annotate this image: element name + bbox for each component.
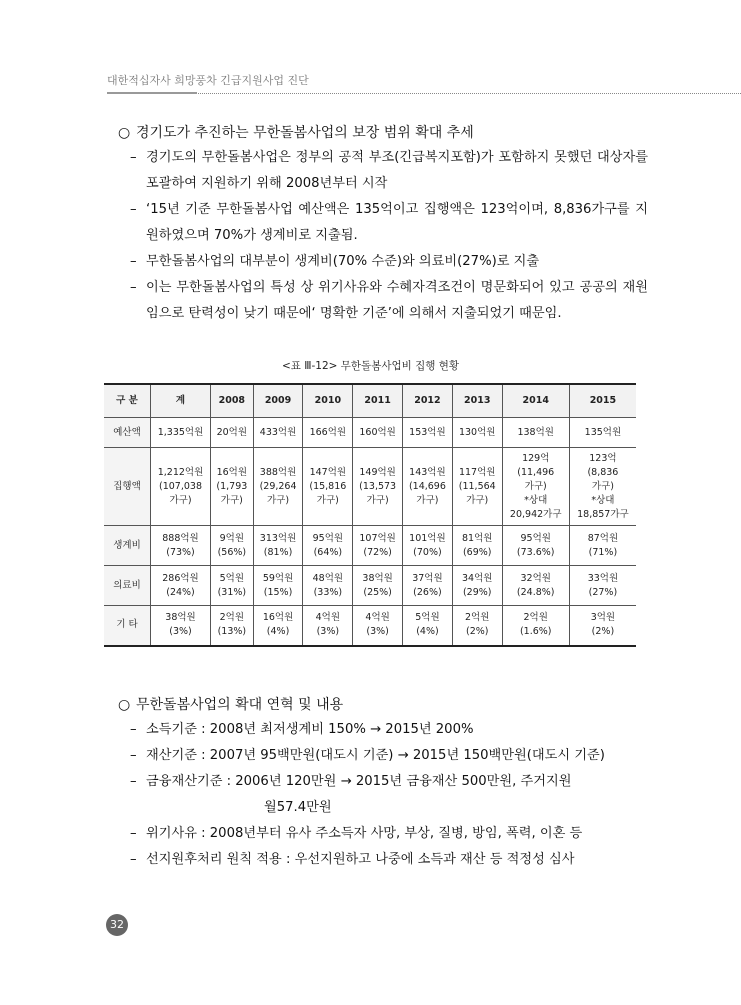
dash-bullet-icon: –	[130, 202, 137, 217]
cell-line: 가구)	[366, 494, 389, 506]
column-header: 2012	[403, 384, 453, 418]
table-row	[104, 448, 636, 526]
cell-line: 18,857가구	[577, 508, 629, 520]
cell-line: (71%)	[588, 546, 618, 558]
cell-line: 37억원	[412, 572, 443, 584]
cell-line: (31%)	[217, 586, 247, 598]
cell-line: 147억원	[309, 466, 347, 478]
header-rule	[107, 93, 741, 94]
cell-line: 95억원	[312, 532, 344, 544]
table-row	[104, 526, 636, 566]
table-cell	[353, 566, 403, 606]
cell-line: (3%)	[169, 626, 192, 638]
cell-line: (24%)	[166, 586, 195, 598]
table-cell	[353, 448, 403, 526]
page-number: 32	[106, 914, 128, 936]
column-header: 구 분	[104, 384, 151, 418]
cell-line: (4%)	[416, 626, 439, 638]
cell-line: 123억	[589, 452, 617, 464]
list-item: – 소득기준 : 2008년 최저생계비 150% → 2015년 200%	[118, 717, 648, 743]
list-item: – 이는 무한돌봄사업의 특성 상 위기사유와 수혜자격조건이 명문화되어 있고 공공의 재원임으로 탄력성이 낮기 때문에‘ 명확한 기준’에 의해서 지출되었기 때문임.	[118, 275, 648, 327]
table-cell	[502, 606, 569, 646]
cell-line: (3%)	[316, 626, 340, 638]
list-item: – 위기사유 : 2008년부터 유사 주소득자 사망, 부상, 질병, 방임, 폭력, 이혼 등	[118, 821, 648, 847]
cell-line: 129억	[522, 452, 550, 464]
cell-line: (70%)	[413, 546, 442, 558]
list-item: – 선지원후처리 원칙 적용 : 우선지원하고 나중에 소득과 재산 등 적정성 심사	[118, 847, 648, 873]
cell-line: 433억원	[259, 426, 297, 438]
table-cell	[303, 418, 353, 448]
list-item: – 경기도의 무한돌봄사업은 정부의 공적 부조(긴급복지포함)가 포함하지 못했던 대상자를 포괄하여 지원하기 위해 2008년부터 시작	[118, 145, 648, 197]
table-cell	[569, 418, 636, 448]
table-cell	[569, 526, 636, 566]
cell-line: 59억원	[262, 572, 294, 584]
list-item: – 금융재산기준 : 2006년 120만원 → 2015년 금융재산 500만원, 주거지원 월57.4만원	[118, 769, 648, 821]
table-cell	[151, 566, 211, 606]
header-rule-accent	[107, 92, 197, 94]
cell-line: (56%)	[217, 546, 247, 558]
cell-line: 888억원	[162, 532, 199, 544]
cell-line: (8,836	[587, 466, 619, 478]
table-cell	[211, 526, 254, 566]
cell-line: (29%)	[462, 586, 492, 598]
cell-line: *상대	[524, 494, 548, 506]
cell-line: 5억원	[219, 572, 245, 584]
table-cell	[403, 418, 453, 448]
list-item: – 재산기준 : 2007년 95백만원(대도시 기준) → 2015년 150백만원(대도시 기준)	[118, 743, 648, 769]
cell-line: 1,212억원	[157, 466, 204, 478]
cell-line: (33%)	[313, 586, 343, 598]
table-cell	[151, 606, 211, 646]
table-cell	[253, 526, 303, 566]
cell-line: 가구)	[524, 480, 547, 492]
table-cell	[452, 566, 502, 606]
cell-line: 가구)	[466, 494, 489, 506]
cell-line: 87억원	[587, 532, 619, 544]
cell-line: (29,264	[259, 480, 297, 492]
cell-line: (25%)	[363, 586, 392, 598]
cell-line: (13,573	[359, 480, 397, 492]
cell-line: 81억원	[462, 532, 493, 544]
cell-line: (73.6%)	[516, 546, 555, 558]
cell-line: 1,335억원	[157, 426, 204, 438]
table-cell	[253, 448, 303, 526]
cell-line: (81%)	[263, 546, 293, 558]
table-row	[104, 418, 636, 448]
cell-line: (15,816	[309, 480, 347, 492]
cell-line: 가구)	[220, 494, 243, 506]
cell-line: (73%)	[166, 546, 195, 558]
cell-line: 138억원	[517, 426, 554, 438]
cell-line: (11,564	[458, 480, 496, 492]
table-cell	[353, 418, 403, 448]
table-cell	[452, 526, 502, 566]
cell-line: 가구)	[169, 494, 192, 506]
cell-line: 가구)	[591, 480, 614, 492]
cell-line: 388억원	[259, 466, 297, 478]
cell-line: 9억원	[219, 532, 245, 544]
table-cell	[303, 606, 353, 646]
cell-line: 48억원	[312, 572, 344, 584]
cell-line: 95억원	[520, 532, 551, 544]
dash-bullet-icon: –	[130, 826, 137, 841]
row-label: 생계비	[104, 526, 151, 566]
cell-line: 135억원	[584, 426, 622, 438]
running-header: 대한적십자사 희망풍차 긴급지원사업 진단	[107, 74, 309, 87]
cell-line: 149억원	[359, 466, 396, 478]
table-cell	[353, 526, 403, 566]
table-row	[104, 566, 636, 606]
cell-line: 143억원	[409, 466, 446, 478]
cell-line: 2억원	[219, 612, 245, 624]
table-cell	[569, 606, 636, 646]
cell-line: 2억원	[465, 612, 490, 624]
section-expansion-history	[118, 693, 648, 873]
cell-line: 166억원	[309, 426, 347, 438]
circle-bullet-icon: ○	[118, 697, 131, 713]
table-cell	[502, 526, 569, 566]
table-cell	[502, 566, 569, 606]
cell-line: (11,496	[517, 466, 555, 478]
table-cell	[502, 448, 569, 526]
table-cell	[452, 418, 502, 448]
cell-line: 2억원	[523, 612, 548, 624]
cell-line: 32억원	[520, 572, 551, 584]
cell-line: (1,793	[216, 480, 248, 492]
table-cell	[211, 448, 254, 526]
table-cell	[452, 448, 502, 526]
cell-line: (107,038	[159, 480, 202, 492]
circle-bullet-icon: ○	[118, 125, 131, 141]
row-label: 의료비	[104, 566, 151, 606]
cell-line: 38억원	[165, 612, 196, 624]
column-header: 2015	[569, 384, 636, 418]
table-cell	[353, 606, 403, 646]
row-label: 집행액	[104, 448, 151, 526]
table-cell	[151, 526, 211, 566]
cell-line: *상대	[591, 494, 615, 506]
table-cell	[502, 418, 569, 448]
dash-bullet-icon: –	[130, 852, 137, 867]
cell-line: 160억원	[359, 426, 396, 438]
table-cell	[452, 606, 502, 646]
table-cell	[569, 566, 636, 606]
table-cell	[253, 566, 303, 606]
dash-bullet-icon: –	[130, 748, 137, 763]
row-label: 예산액	[104, 418, 151, 448]
column-header: 2014	[502, 384, 569, 418]
cell-line: (27%)	[588, 586, 618, 598]
cell-line: 38억원	[362, 572, 393, 584]
table-cell	[303, 448, 353, 526]
list-item: – ‘15년 기준 무한돌봄사업 예산액은 135억이고 집행액은 123억이며, 8,836가구를 지원하였으며 70%가 생계비로 지출됨.	[118, 197, 648, 249]
table-cell	[569, 448, 636, 526]
dash-bullet-icon: –	[130, 280, 137, 295]
column-header: 2013	[452, 384, 502, 418]
dash-bullet-icon: –	[130, 150, 137, 165]
cell-line: 4억원	[315, 612, 341, 624]
cell-line: (15%)	[263, 586, 293, 598]
table-cell	[303, 566, 353, 606]
cell-line: 101억원	[409, 532, 446, 544]
cell-line: (64%)	[313, 546, 343, 558]
table-cell	[211, 418, 254, 448]
cell-line: 117억원	[458, 466, 496, 478]
cell-line: 313억원	[259, 532, 297, 544]
table-row	[104, 606, 636, 646]
list-item: – 무한돌봄사업의 대부분이 생계비(70% 수준)와 의료비(27%)로 지출	[118, 249, 648, 275]
section-title: ○ 경기도가 추진하는 무한돌봄사업의 보장 범위 확대 추세	[118, 121, 648, 145]
dash-bullet-icon: –	[130, 722, 137, 737]
cell-line: (26%)	[413, 586, 442, 598]
dash-bullet-icon: –	[130, 254, 137, 269]
cell-line: 가구)	[316, 494, 339, 506]
table-cell	[403, 566, 453, 606]
table-cell	[211, 566, 254, 606]
column-header: 2010	[303, 384, 353, 418]
cell-line: (72%)	[363, 546, 392, 558]
cell-line: 16억원	[262, 612, 294, 624]
cell-line: 5억원	[415, 612, 440, 624]
column-header: 2009	[253, 384, 303, 418]
table-cell	[151, 418, 211, 448]
table-cell	[151, 448, 211, 526]
table-cell	[253, 606, 303, 646]
cell-line: 20,942가구	[509, 508, 562, 520]
column-header: 2008	[211, 384, 254, 418]
cell-line: 3억원	[590, 612, 616, 624]
row-label: 기 타	[104, 606, 151, 646]
section-title: ○ 무한돌봄사업의 확대 연혁 및 내용	[118, 693, 648, 717]
table-caption: <표 Ⅲ-12> 무한돌봄사업비 집행 현황	[281, 360, 460, 372]
cell-line: (24.8%)	[516, 586, 555, 598]
table-cell	[303, 526, 353, 566]
table-cell	[403, 606, 453, 646]
table-cell	[253, 418, 303, 448]
cell-line: (4%)	[266, 626, 290, 638]
cell-line: (69%)	[462, 546, 492, 558]
cell-line: 286억원	[162, 572, 199, 584]
cell-line: 130억원	[458, 426, 496, 438]
cell-line: (2%)	[465, 626, 489, 638]
cell-line: 가구)	[416, 494, 439, 506]
cell-line: 33억원	[587, 572, 619, 584]
column-header: 2011	[353, 384, 403, 418]
column-header: 계	[151, 384, 211, 418]
cell-line: 20억원	[216, 426, 248, 438]
cell-line: (2%)	[591, 626, 615, 638]
table-header-row	[104, 384, 636, 418]
cell-line: 가구)	[267, 494, 290, 506]
cell-line: (1.6%)	[519, 626, 552, 638]
table-cell	[211, 606, 254, 646]
cell-line: 107억원	[359, 532, 396, 544]
section-scope-expansion	[118, 121, 648, 327]
cell-line: 4억원	[365, 612, 390, 624]
cell-line: (14,696	[408, 480, 446, 492]
execution-status-table	[104, 383, 636, 647]
cell-line: (13%)	[217, 626, 247, 638]
cell-line: 16억원	[216, 466, 248, 478]
cell-line: 153억원	[409, 426, 446, 438]
cell-line: 34억원	[462, 572, 493, 584]
table-cell	[403, 448, 453, 526]
table-cell	[403, 526, 453, 566]
dash-bullet-icon: –	[130, 774, 137, 789]
cell-line: (3%)	[366, 626, 389, 638]
